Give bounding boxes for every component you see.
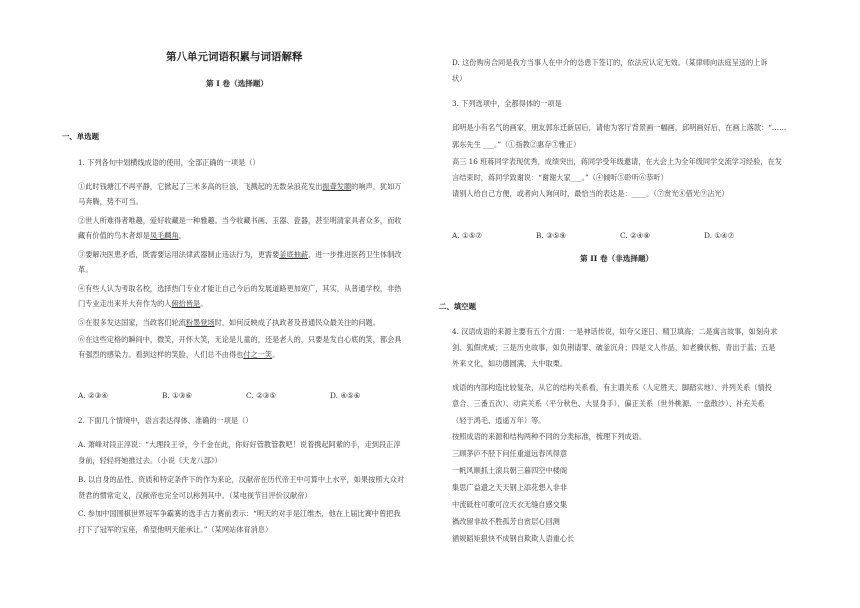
q1-sentence-3-line-2: 革。 — [78, 265, 93, 274]
q2-option-d-line-1: D. 这份购房合同是我方当事人在中介的怂恿下签订的，依法应认定无效。（某律师向法庭呈送的上诉 — [452, 58, 768, 67]
q2-option-b-line-2: 贤君的惯常定义，汉献帝也完全可以称列其中。（某电视节目评价汉献帝） — [78, 491, 312, 500]
q1-sentence-6-line-1: ⑥在这些定格的瞬间中，微笑，开怀大笑，无论是儿童的，还是老人的，只要是发自心底的笑，都会具 — [78, 335, 402, 344]
q4-line-3: 外来文化，如功德圆满、大中取栗。 — [452, 359, 568, 368]
q4-line-7: 按照成语的来源和结构两种不同的分类标准，梳理下列成语。 — [452, 432, 647, 441]
idiom-row-6: 循规蹈矩狠快不成钢自欺欺人语重心长 — [452, 534, 575, 543]
q2-option-b-line-1: B. 以自身的品性、资质和特定条件下的作为来论，汉献帝在历代帝王中可算中上水平，如果按照大众对 — [78, 475, 405, 484]
idiom-row-4: 中流砥柱可歌可泣天衣无缝自感交集 — [452, 500, 568, 509]
q3-line-4: 言结束时，蒋同学致谢说：“谢谢大家___。”（④倾听⑤聆听⑥恭听） — [452, 173, 668, 182]
q1-sentence-5: ⑤在很多发达国家，当政客们轮流粉墨登场时，如何反映成了执政者及普通民众最关注的问题。 — [78, 318, 380, 327]
q1-sentence-4-line-2: 门专业走出来并大有作为的人俯拾皆是。 — [78, 299, 208, 308]
q4-line-1: 4. 汉语成语的来源主要有五个方面：一是神话传说，如夸父逐日、精卫填海；二是寓言故事，如刻舟求 — [452, 327, 778, 336]
q3-option-c[interactable]: C. ②④⑧ — [620, 231, 650, 240]
question-3-stem: 3. 下列选项中，全都得体的一项是 — [452, 99, 562, 108]
q1-sentence-4-line-1: ④有些人认为考取名校，选择热门专业才能让自己今后的发展道路更加宽广，其实，从普通学校，非热 — [78, 284, 402, 293]
idiom-row-5: 禍改留非故不胜孤芳自赏层心回测 — [452, 517, 560, 526]
q1-sentence-1-line-1: ①此时钱塘江不再平静，它掀起了三米多高的巨浪，飞溅起的无数朵浪花发出振聋发聩的响声，犹如万 — [78, 182, 402, 191]
q4-line-4: 成语的内部构造比较复杂，从它的结构关系看，有主谓关系（人定胜天、脚踏实地）、并列关系（情投 — [452, 383, 772, 392]
idiom-row-2: 一帆风顺抓土滚兵朝三暮四空中楼阁 — [452, 466, 568, 475]
q4-line-6: （轻于鸿毛、逍遥万年）等。 — [452, 416, 546, 425]
underlined-idiom: 付之一笑 — [243, 350, 273, 359]
underlined-idiom: 振聋发聩 — [322, 182, 352, 191]
underlined-idiom: 粉墨登场 — [185, 318, 215, 327]
q1-sentence-3-line-1: ③要解决医患矛盾，既需要运用法律武器制止违法行为，更需要釜底抽薪，进一步推进医药卫生体制改 — [78, 250, 402, 259]
idiom-row-1: 三顾茅庐不胫下问任重道远春风得意 — [452, 449, 568, 458]
q1-sentence-6-line-2: 有强烈的感染力。看到这样的笑脸，人们总不由得也付之一笑。 — [78, 350, 280, 359]
q3-option-b[interactable]: B. ③⑤⑨ — [536, 231, 567, 240]
q1-option-d[interactable]: D. ④⑤⑥ — [330, 391, 361, 400]
section-heading-single-choice: 一、单选题 — [62, 132, 99, 141]
underlined-idiom: 凤毛麟角 — [149, 231, 179, 240]
part-one-heading: 第 I 卷（选择题） — [206, 79, 268, 88]
q2-option-a-line-1: A. 萧峰对段正淳说：“大理段王爷，今千金在此，你好好管教管教吧！说着携起阿紫的手，走到段正淳 — [78, 440, 401, 449]
part-two-heading: 第 II 卷（非选择题） — [580, 254, 654, 263]
q1-option-a[interactable]: A. ②③④ — [78, 391, 108, 400]
q3-option-d[interactable]: D. ①④⑦ — [704, 231, 735, 240]
q1-option-b[interactable]: B. ①③⑥ — [162, 391, 193, 400]
idiom-row-3: 集思广益遗之天天钢上添花想入非非 — [452, 483, 568, 492]
section-heading-fill-blank: 二、填空题 — [439, 302, 476, 311]
q4-line-2: 剑、狐假虎威；三是历史故事，如负荆请罪、破釜沉舟；四是文人作品，如老骥伏枥、青出于蓝；五是 — [452, 343, 776, 352]
q1-sentence-1-line-2: 马奔腾，势不可当。 — [78, 197, 143, 206]
underlined-idiom: 釜底抽薪 — [279, 250, 309, 259]
q2-option-a-line-2: 身前，轻轻将她推过去。（小说《天龙八部》） — [78, 456, 222, 465]
underlined-idiom: 俯拾皆是 — [171, 299, 201, 308]
q1-sentence-2-line-2: 藏有价值的鸟木者却是凤毛麟角。 — [78, 231, 186, 240]
q2-option-c-line-2: 打下了冠军的宝座，希望他明天能承让。”（某网站体育消息） — [78, 525, 273, 534]
q3-line-5: 请别人给自己方便，或者向人询问时，最恰当的表达是：____。（⑦赏光⑧借光⑨沾光） — [452, 189, 729, 198]
q1-sentence-2-line-1: ②世人所难得者唯趣，爱好收藏是一种雅趣。当今收藏书画、玉器、瓷器，甚至明清家具者众多，而收 — [78, 216, 402, 225]
question-2-stem: 2. 下面几个情境中，语言表达得体、准确的一项是（） — [78, 416, 253, 425]
question-1-stem: 1. 下列各句中划横线成语的使用，全部正确的一项是（） — [78, 158, 260, 167]
q3-option-a[interactable]: A. ①⑤⑦ — [452, 231, 482, 240]
q4-line-5: 意合、三番五次）、动宾关系（平分秋色、大显身手）、偏正关系（世外桃源、一盘散沙）、补充关系 — [452, 399, 765, 408]
q3-line-2: 郭东先生 ___。”（①指教②惠存③雅正） — [452, 140, 581, 149]
q2-option-d-line-2: 状） — [452, 74, 467, 83]
document-title: 第八单元词语积累与词语解释 — [166, 51, 303, 63]
q3-line-3: 高三 16 班蒋同学表现优秀，成绩突出，蒋同学受年级邀请，在大会上为全年级同学交流学习经验，在发 — [452, 157, 782, 166]
q3-line-1: 邱明是小有名气的画家，朋友郭东迁新居后，请他为客厅背景画一幅画，邱明画好后，在画上落款：“…… — [452, 123, 787, 132]
q1-option-c[interactable]: C. ②③⑤ — [246, 391, 276, 400]
q2-option-c-line-1: C. 参加中国围棋世界冠军争霸赛的选手古力赛前表示：“明天的对手是江维杰，他在上届比赛中曾把我 — [78, 509, 401, 518]
